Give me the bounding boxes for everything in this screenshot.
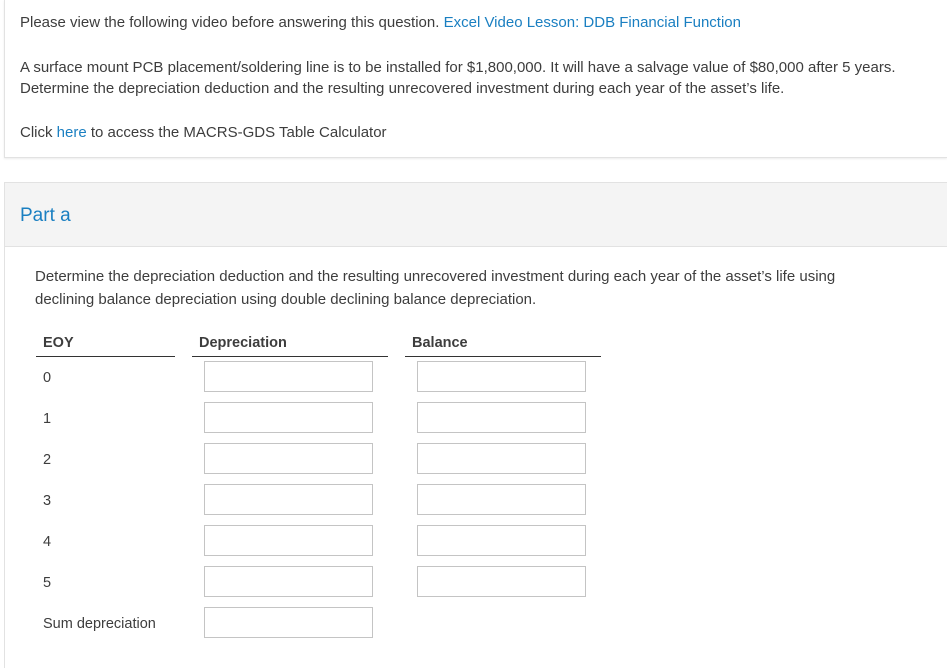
depreciation-input-eoy-1[interactable] [204,402,373,433]
row-label-eoy-3: 3 [43,493,52,509]
depreciation-input-eoy-0[interactable] [204,361,373,392]
column-header-depreciation: Depreciation [199,335,287,351]
column-header-balance: Balance [412,335,468,351]
part-a-header [5,183,947,247]
column-header-eoy: EOY [43,335,74,351]
sum-depreciation-input[interactable] [204,607,373,638]
balance-input-eoy-5[interactable] [417,566,586,597]
column-divider-eoy [36,356,175,357]
problem-statement-line1: A surface mount PCB placement/soldering line is to be installed for $1,800,000. It will have a salvage value of $80,000 after 5 years. [20,59,896,76]
video-instruction-text: Please view the following video before answering this question. [20,14,444,31]
video-instruction [20,12,741,33]
video-lesson-link[interactable]: Excel Video Lesson: DDB Financial Function [443,14,741,31]
intro-card [4,0,947,158]
calculator-suffix: to access the MACRS-GDS Table Calculator [86,124,387,141]
row-label-eoy-2: 2 [43,452,52,468]
calculator-prefix: Click [20,124,57,141]
question-line1: Determine the depreciation deduction and the resulting unrecovered investment during each year of the asset’s life using [35,268,836,285]
row-label-eoy-0: 0 [43,370,52,386]
sum-depreciation-label: Sum depreciation [43,616,156,632]
depreciation-input-eoy-5[interactable] [204,566,373,597]
balance-input-eoy-0[interactable] [417,361,586,392]
question-line2: declining balance depreciation using double declining balance depreciation. [35,291,537,308]
column-divider-depreciation [192,356,388,357]
calculator-instruction [20,122,387,143]
part-a-title[interactable]: Part a [20,205,71,226]
column-divider-balance [405,356,601,357]
balance-input-eoy-3[interactable] [417,484,586,515]
balance-input-eoy-2[interactable] [417,443,586,474]
part-a-card [4,182,947,668]
row-label-eoy-1: 1 [43,411,52,427]
part-a-question [35,265,915,311]
problem-statement-line2: Determine the depreciation deduction and the resulting unrecovered investment during each year of the asset’s life. [20,80,785,97]
row-label-eoy-5: 5 [43,575,52,591]
balance-input-eoy-1[interactable] [417,402,586,433]
row-label-eoy-4: 4 [43,534,52,550]
balance-input-eoy-4[interactable] [417,525,586,556]
depreciation-input-eoy-4[interactable] [204,525,373,556]
depreciation-input-eoy-2[interactable] [204,443,373,474]
depreciation-input-eoy-3[interactable] [204,484,373,515]
macrs-calculator-link[interactable]: here [56,124,87,141]
